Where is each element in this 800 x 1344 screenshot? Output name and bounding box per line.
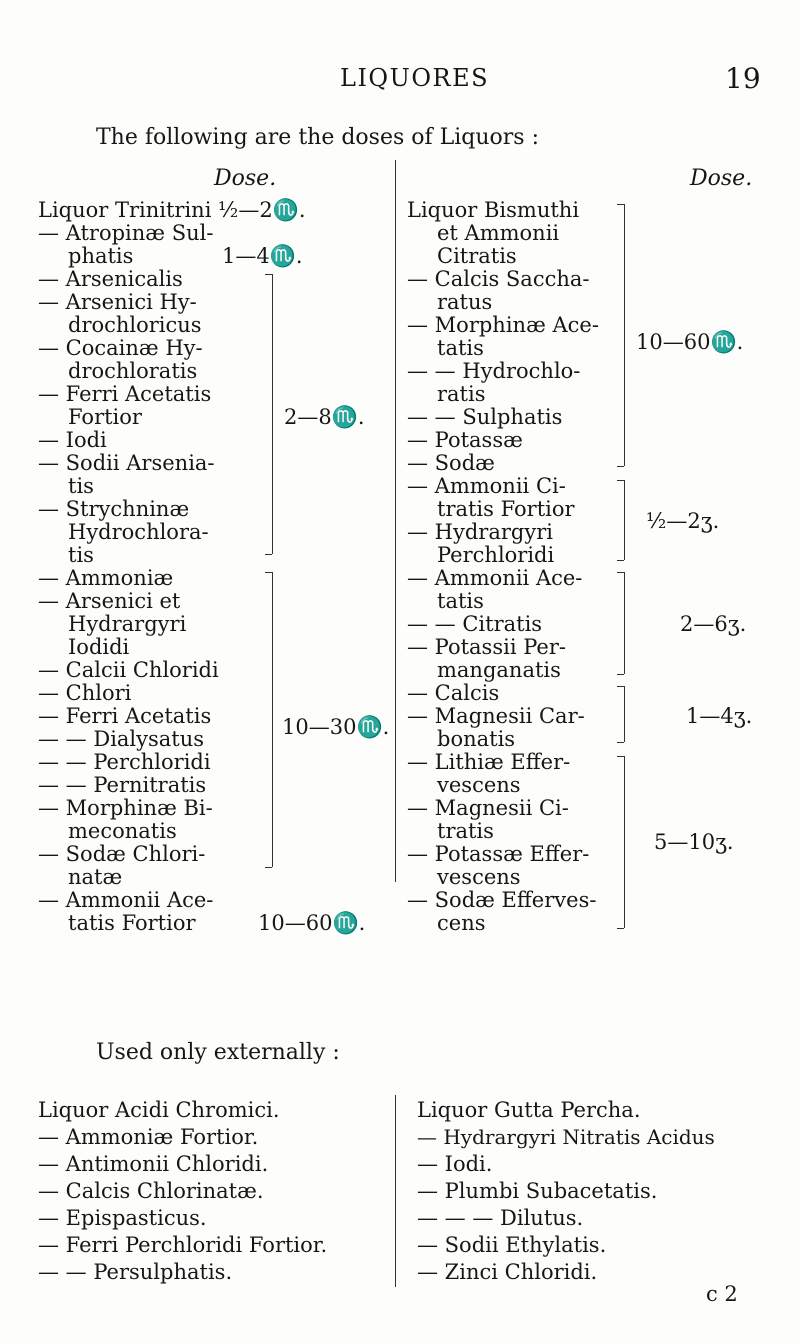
right-dose-heading: Dose. bbox=[690, 166, 753, 191]
left-entry: — Ammoniæ bbox=[38, 566, 174, 590]
bracket-tick bbox=[617, 560, 624, 561]
left-entry: — Arsenici Hy- bbox=[38, 290, 197, 314]
bracket-tick bbox=[265, 572, 272, 573]
external-left-entry: — — Persulphatis. bbox=[38, 1260, 233, 1284]
left-entry: — Ferri Acetatis bbox=[38, 382, 212, 406]
right-entry: vescens bbox=[437, 865, 521, 889]
left-entry: Iodidi bbox=[68, 635, 130, 659]
bracket-tick bbox=[617, 686, 624, 687]
left-entry: meconatis bbox=[68, 819, 177, 843]
right-entry: — Ammonii Ace- bbox=[407, 566, 583, 590]
dose-value: 1—4♏. bbox=[222, 244, 303, 268]
right-entry: ratis bbox=[437, 382, 486, 406]
external-left-entry: — Epispasticus. bbox=[38, 1206, 207, 1230]
left-entry: drochloricus bbox=[68, 313, 202, 337]
running-head: LIQUORES bbox=[340, 64, 490, 92]
left-entry: — Arsenicalis bbox=[38, 267, 183, 291]
external-heading: Used only externally : bbox=[96, 1040, 340, 1065]
dose-value: 10—60♏. bbox=[636, 330, 744, 354]
dose-value: 10—30♏. bbox=[282, 715, 390, 739]
left-entry: — Morphinæ Bi- bbox=[38, 796, 213, 820]
external-right-entry: — Iodi. bbox=[417, 1152, 493, 1176]
external-right-entry: — Sodii Ethylatis. bbox=[417, 1233, 607, 1257]
left-entry: tatis Fortior bbox=[68, 911, 196, 935]
dose-value: ½—2♏. bbox=[218, 198, 306, 222]
left-entry: — Arsenici et bbox=[38, 589, 181, 613]
external-left-entry: — Calcis Chlorinatæ. bbox=[38, 1179, 264, 1203]
external-right-entry: — Plumbi Subacetatis. bbox=[417, 1179, 658, 1203]
right-entry: — Sodæ Efferves- bbox=[407, 888, 597, 912]
left-entry: — Cocainæ Hy- bbox=[38, 336, 203, 360]
left-entry: Hydrargyri bbox=[68, 612, 187, 636]
external-left-entry: — Ammoniæ Fortior. bbox=[38, 1125, 259, 1149]
right-entry: — Lithiæ Effer- bbox=[407, 750, 571, 774]
left-entry: Liquor Trinitrini bbox=[38, 198, 212, 222]
right-entry: — Magnesii Ci- bbox=[407, 796, 569, 820]
right-entry: vescens bbox=[437, 773, 521, 797]
right-entry: — Morphinæ Ace- bbox=[407, 313, 599, 337]
dose-value: 2—8♏. bbox=[284, 405, 365, 429]
left-entry: — Ferri Acetatis bbox=[38, 704, 212, 728]
left-entry: — Sodii Arsenia- bbox=[38, 451, 215, 475]
intro-sentence: The following are the doses of Liquors : bbox=[96, 125, 539, 150]
left-entry: tis bbox=[68, 543, 94, 567]
right-entry: tratis bbox=[437, 819, 494, 843]
right-entry: — Calcis bbox=[407, 681, 500, 705]
column-divider bbox=[395, 160, 396, 882]
right-bracket bbox=[624, 572, 625, 674]
left-entry: tis bbox=[68, 474, 94, 498]
bracket-tick bbox=[617, 756, 624, 757]
external-right-entry: — Hydrargyri Nitratis Acidus bbox=[417, 1125, 715, 1149]
left-entry: drochloratis bbox=[68, 359, 198, 383]
right-entry: bonatis bbox=[437, 727, 516, 751]
left-entry: — Ammonii Ace- bbox=[38, 888, 214, 912]
right-entry: — Sodæ bbox=[407, 451, 495, 475]
right-bracket bbox=[624, 686, 625, 742]
right-entry: — Calcis Saccha- bbox=[407, 267, 590, 291]
left-entry: Hydrochlora- bbox=[68, 520, 209, 544]
right-entry: Liquor Bismuthi bbox=[407, 198, 580, 222]
bracket-tick bbox=[617, 674, 624, 675]
right-entry: manganatis bbox=[437, 658, 561, 682]
external-left-entry: — Ferri Perchloridi Fortior. bbox=[38, 1233, 328, 1257]
bracket-tick bbox=[617, 466, 624, 467]
bracket-tick bbox=[617, 928, 624, 929]
right-bracket bbox=[624, 480, 625, 560]
bracket-tick bbox=[617, 480, 624, 481]
left-entry: — Sodæ Chlori- bbox=[38, 842, 206, 866]
right-entry: — Potassæ Effer- bbox=[407, 842, 590, 866]
right-bracket bbox=[624, 756, 625, 928]
page-number: 19 bbox=[725, 62, 761, 95]
external-left-entry: Liquor Acidi Chromici. bbox=[38, 1098, 280, 1122]
left-entry: — — Perchloridi bbox=[38, 750, 211, 774]
left-bracket bbox=[272, 572, 273, 867]
left-dose-heading: Dose. bbox=[214, 166, 277, 191]
dose-value: 5—10ʒ. bbox=[654, 830, 734, 854]
left-entry: — Calcii Chloridi bbox=[38, 658, 219, 682]
external-right-entry: — — — Dilutus. bbox=[417, 1206, 584, 1230]
external-divider bbox=[395, 1095, 396, 1287]
right-entry: cens bbox=[437, 911, 486, 935]
right-entry: — Ammonii Ci- bbox=[407, 474, 566, 498]
left-entry: phatis bbox=[68, 244, 134, 268]
dose-value: 1—4ʒ. bbox=[686, 704, 753, 728]
right-entry: — — Hydrochlo- bbox=[407, 359, 581, 383]
external-right-entry: Liquor Gutta Percha. bbox=[417, 1098, 641, 1122]
external-left-entry: — Antimonii Chloridi. bbox=[38, 1152, 269, 1176]
bracket-tick bbox=[617, 742, 624, 743]
bracket-tick bbox=[265, 554, 272, 555]
right-entry: tatis bbox=[437, 336, 484, 360]
right-entry: ratus bbox=[437, 290, 493, 314]
bracket-tick bbox=[617, 204, 624, 205]
right-entry: — Magnesii Car- bbox=[407, 704, 585, 728]
left-entry: — — Pernitratis bbox=[38, 773, 207, 797]
dose-value: ½—2ʒ. bbox=[646, 509, 720, 533]
bracket-tick bbox=[265, 274, 272, 275]
dose-value: 2—6ʒ. bbox=[680, 612, 747, 636]
right-bracket bbox=[624, 204, 625, 466]
right-entry: — Hydrargyri bbox=[407, 520, 553, 544]
left-entry: — Strychninæ bbox=[38, 497, 190, 521]
right-entry: — Potassæ bbox=[407, 428, 523, 452]
signature-mark: c 2 bbox=[706, 1282, 738, 1306]
external-right-entry: — Zinci Chloridi. bbox=[417, 1260, 598, 1284]
right-entry: tratis Fortior bbox=[437, 497, 575, 521]
right-entry: et Ammonii bbox=[437, 221, 560, 245]
right-entry: tatis bbox=[437, 589, 484, 613]
bracket-tick bbox=[265, 867, 272, 868]
left-bracket bbox=[272, 274, 273, 554]
right-entry: — — Citratis bbox=[407, 612, 543, 636]
right-entry: — — Sulphatis bbox=[407, 405, 563, 429]
bracket-tick bbox=[617, 572, 624, 573]
left-entry: natæ bbox=[68, 865, 123, 889]
dose-value: 10—60♏. bbox=[258, 911, 366, 935]
left-entry: — Chlori bbox=[38, 681, 132, 705]
left-entry: — — Dialysatus bbox=[38, 727, 205, 751]
right-entry: Perchloridi bbox=[437, 543, 555, 567]
right-entry: Citratis bbox=[437, 244, 517, 268]
left-entry: Fortior bbox=[68, 405, 142, 429]
left-entry: — Atropinæ Sul- bbox=[38, 221, 214, 245]
left-entry: — Iodi bbox=[38, 428, 107, 452]
right-entry: — Potassii Per- bbox=[407, 635, 566, 659]
